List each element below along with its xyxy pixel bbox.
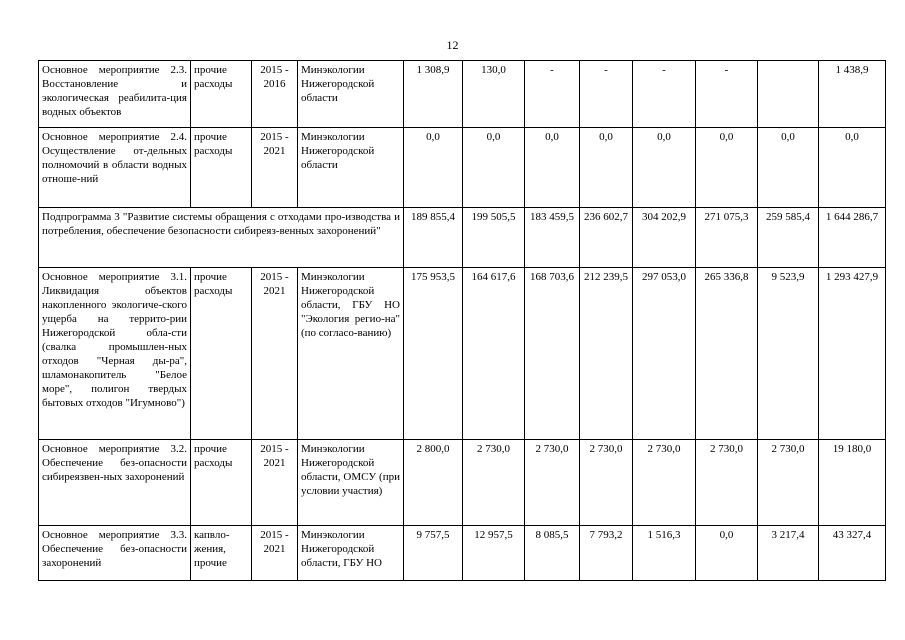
value-cell: 0,0 xyxy=(463,128,525,208)
value-cell: 2 730,0 xyxy=(758,440,819,526)
value-cell: 7 793,2 xyxy=(580,526,633,581)
total-cell: 19 180,0 xyxy=(819,440,886,526)
value-cell: 0,0 xyxy=(696,526,758,581)
value-cell: 8 085,5 xyxy=(525,526,580,581)
value-cell: 2 730,0 xyxy=(525,440,580,526)
value-cell: 1 308,9 xyxy=(404,61,463,128)
value-cell: 2 800,0 xyxy=(404,440,463,526)
total-cell: 1 293 427,9 xyxy=(819,268,886,440)
expense-category: прочие расходы xyxy=(191,440,252,526)
measure-name: Основное мероприятие 2.3. Восстановление и экологическая реабилита-ция водных объектов xyxy=(39,61,191,128)
executor: Минэкологии Нижегородской области, ГБУ НО "Экология регио-на" (по согласо-ванию) xyxy=(298,268,404,440)
value-cell: - xyxy=(580,61,633,128)
value-cell: - xyxy=(633,61,696,128)
value-cell: 183 459,5 xyxy=(525,208,580,268)
value-cell: - xyxy=(696,61,758,128)
value-cell: 9 523,9 xyxy=(758,268,819,440)
total-cell: 1 644 286,7 xyxy=(819,208,886,268)
period: 2015 - 2021 xyxy=(252,268,298,440)
value-cell xyxy=(758,61,819,128)
expense-category: прочие расходы xyxy=(191,128,252,208)
value-cell: 189 855,4 xyxy=(404,208,463,268)
table-row xyxy=(39,61,886,128)
value-cell: 212 239,5 xyxy=(580,268,633,440)
measure-name: Основное мероприятие 3.2. Обеспечение без-опасности сибиреязвен-ных захоронений xyxy=(39,440,191,526)
executor: Минэкологии Нижегородской области, ОМСУ (при условии участия) xyxy=(298,440,404,526)
value-cell: - xyxy=(525,61,580,128)
value-cell: 164 617,6 xyxy=(463,268,525,440)
executor: Минэкологии Нижегородской области xyxy=(298,128,404,208)
value-cell: 2 730,0 xyxy=(580,440,633,526)
period: 2015 - 2021 xyxy=(252,440,298,526)
period: 2015 - 2021 xyxy=(252,128,298,208)
total-cell: 43 327,4 xyxy=(819,526,886,581)
period: 2015 - 2016 xyxy=(252,61,298,128)
period: 2015 - 2021 xyxy=(252,526,298,581)
value-cell: 271 075,3 xyxy=(696,208,758,268)
expense-category: прочие расходы xyxy=(191,268,252,440)
value-cell: 2 730,0 xyxy=(463,440,525,526)
value-cell: 175 953,5 xyxy=(404,268,463,440)
page-number: 12 xyxy=(446,38,459,52)
value-cell: 297 053,0 xyxy=(633,268,696,440)
table-row xyxy=(39,128,886,208)
value-cell: 2 730,0 xyxy=(696,440,758,526)
measure-name: Основное мероприятие 2.4. Осуществление от-дельных полномочий в области водных отноше-ний xyxy=(39,128,191,208)
value-cell: 130,0 xyxy=(463,61,525,128)
value-cell: 259 585,4 xyxy=(758,208,819,268)
value-cell: 0,0 xyxy=(758,128,819,208)
measure-name: Основное мероприятие 3.1. Ликвидация объектов накопленного экологиче-ского ущерба на террито-рии Нижегородской обла-сти (свалка промышлен-ных отходов "Черная ды-ра", шламонакопитель "Белое море", полигон твердых бытовых отходов "Игумново") xyxy=(39,268,191,440)
measure-name: Основное мероприятие 3.3. Обеспечение без-опасности захоронений xyxy=(39,526,191,581)
value-cell: 9 757,5 xyxy=(404,526,463,581)
table-row xyxy=(39,440,886,526)
value-cell: 0,0 xyxy=(633,128,696,208)
executor: Минэкологии Нижегородской области, ГБУ НО xyxy=(298,526,404,581)
value-cell: 0,0 xyxy=(525,128,580,208)
value-cell: 0,0 xyxy=(404,128,463,208)
table-row xyxy=(39,268,886,440)
total-cell: 0,0 xyxy=(819,128,886,208)
budget-table xyxy=(38,60,886,581)
value-cell: 12 957,5 xyxy=(463,526,525,581)
value-cell: 168 703,6 xyxy=(525,268,580,440)
executor: Минэкологии Нижегородской области xyxy=(298,61,404,128)
value-cell: 236 602,7 xyxy=(580,208,633,268)
subprogram-title: Подпрограмма 3 "Развитие системы обращения с отходами про-изводства и потребления, обеспечение безопасности сибиреяз-венных захоронений" xyxy=(39,208,404,268)
value-cell: 1 516,3 xyxy=(633,526,696,581)
value-cell: 265 336,8 xyxy=(696,268,758,440)
value-cell: 199 505,5 xyxy=(463,208,525,268)
value-cell: 2 730,0 xyxy=(633,440,696,526)
value-cell: 304 202,9 xyxy=(633,208,696,268)
table-row-subprogram xyxy=(39,208,886,268)
expense-category: прочие расходы xyxy=(191,61,252,128)
total-cell: 1 438,9 xyxy=(819,61,886,128)
value-cell: 0,0 xyxy=(696,128,758,208)
value-cell: 0,0 xyxy=(580,128,633,208)
expense-category: капвло-жения, прочие xyxy=(191,526,252,581)
value-cell: 3 217,4 xyxy=(758,526,819,581)
table-row xyxy=(39,526,886,581)
